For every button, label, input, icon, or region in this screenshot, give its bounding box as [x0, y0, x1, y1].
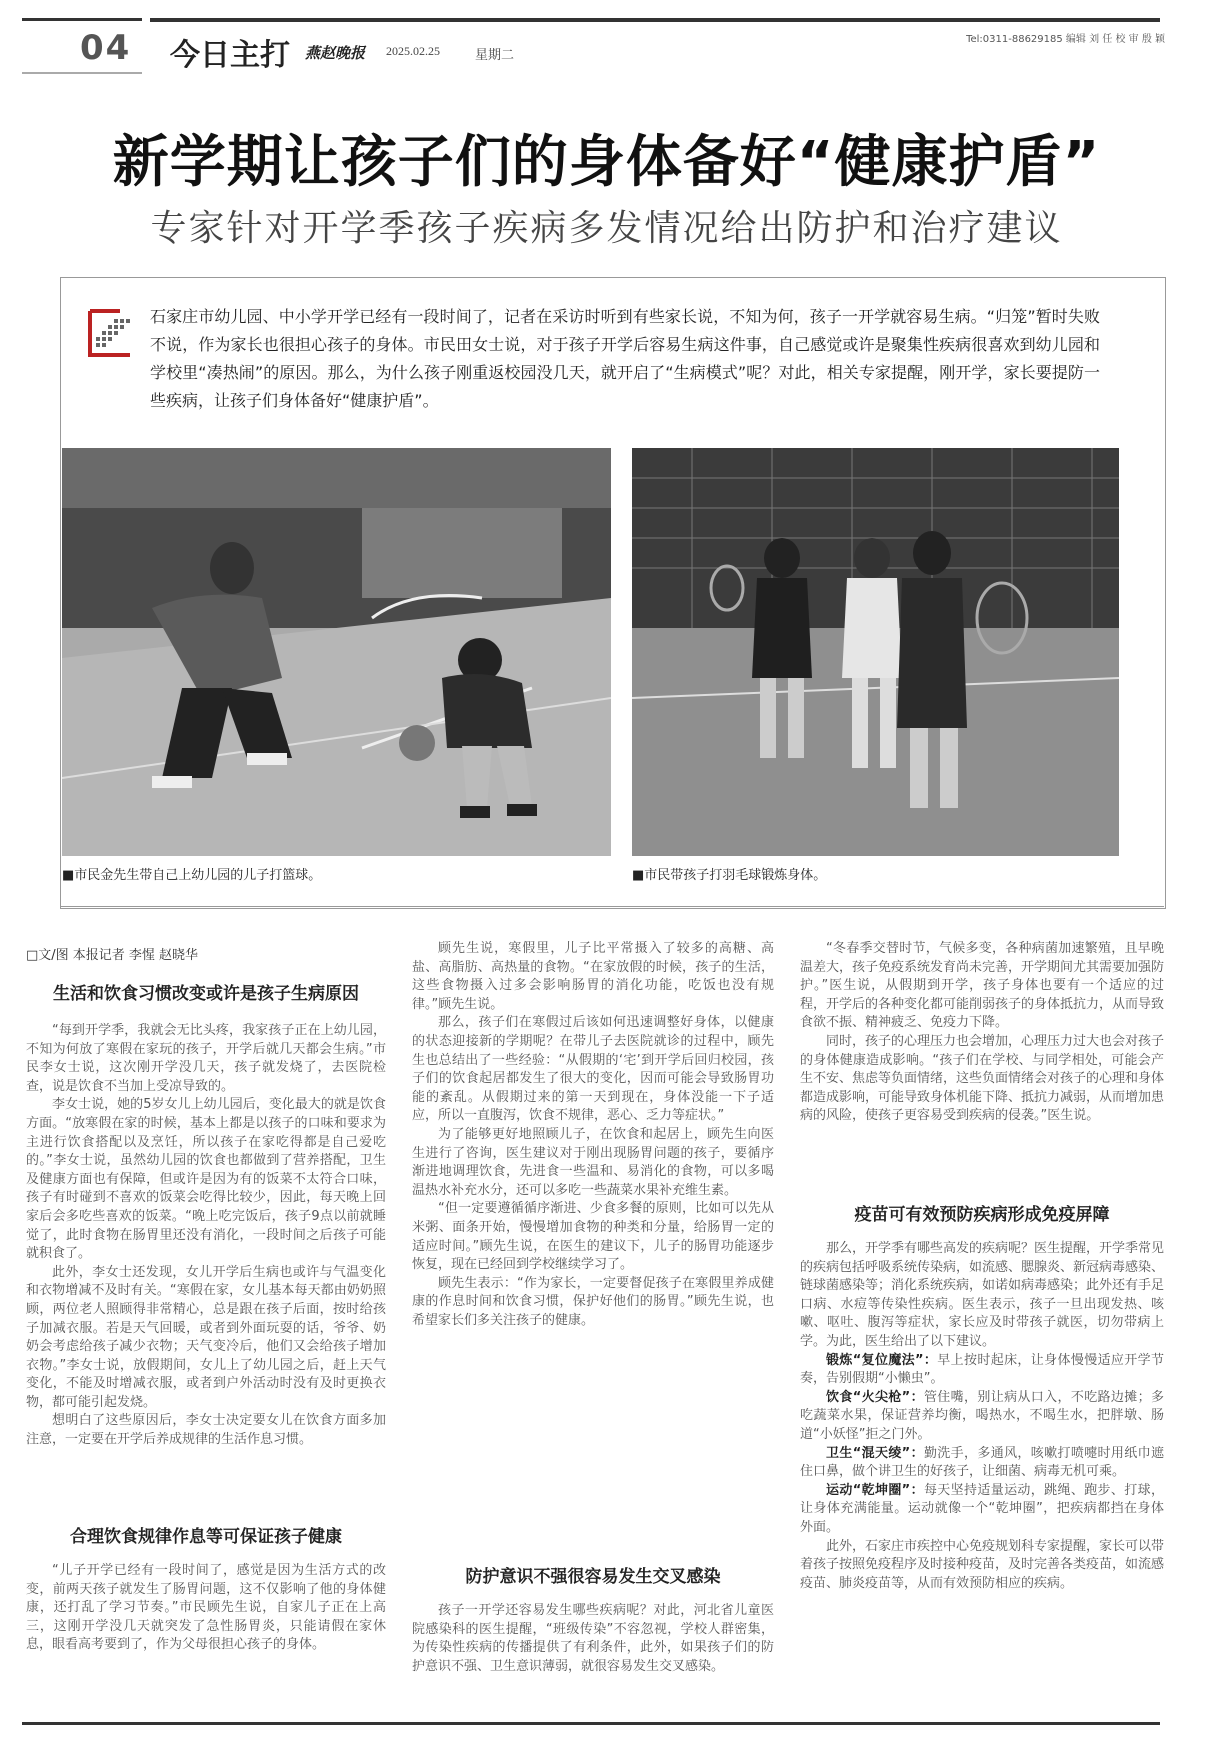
headline: 新学期让孩子们的身体备好“健康护盾”: [112, 130, 1101, 195]
section3-para: 孩子一开学还容易发生哪些疾病呢？对此，河北省儿童医院感染科的医生提醒，“班级传染”不容忽视，学校人群密集，为传染性疾病的传播提供了有利条件，此外，如果孩子们的防护意识不强、卫生意识薄弱，就很容易发生交叉感染。: [412, 1603, 774, 1674]
section1-para: 此外，李女士还发现，女儿开学后生病也或许与气温变化和衣物增减不及时有关。“寒假在家，女儿基本每天都由奶奶照顾，两位老人照顾得非常精心，总是跟在孩子后面，按时给孩子加减衣服。若是天气回暖，或者到外面玩耍的话，爷爷、奶奶会考虑给孩子减少衣物；天气变冷后，他们又会给孩子增加衣物。”李女士说，放假期间，女儿上了幼儿园之后，赶上天气变化，不能及时增减衣服，或者到户外活动时没有及时更换衣物，都可能引起发烧。: [26, 1264, 386, 1410]
section2-para: “儿子开学已经有一段时间了，感觉是因为生活方式的改变，前两天孩子就发生了肠胃问题，这不仅影响了他的身体健康，还打乱了学习节奏。”市民顾先生说，自家儿子正在上高三，这刚开学没几天就突发了急性肠胃炎，只能请假在家休息，眼看高考要到了，作为父母很担心孩子的身体。: [26, 1563, 386, 1653]
subheadline: 专家针对开学季孩子疾病多发情况给出防护和治疗建议: [150, 208, 1063, 249]
column2-para: “但一定要遵循循序渐进、少食多餐的原则，比如可以先从米粥、面条开始，慢慢增加食物的种类和分量，给肠胃一定的适应时间。”顾先生说，在医生的建议下，儿子的肠胃功能逐步恢复，现在已经回到学校继续学习了。: [412, 1201, 774, 1273]
page-number: 04: [80, 28, 132, 68]
column2-para: 那么，孩子们在寒假过后该如何迅速调整好身体，以健康的状态迎接新的学期呢？在带儿子去医院就诊的过程中，顾先生也总结出了一些经验：“从假期的‘宅’到开学后回归校园，孩子们的饮食起居都发生了很大的变化，因而可能会导致肠胃功能的紊乱。从假期过来的第一天到现在，身体没能一下子适应，所以一直腹泻，饮食不规律，恶心、乏力等症状。”: [412, 1015, 774, 1124]
header-rule-left: [22, 18, 142, 21]
section3-body: [412, 1602, 774, 1676]
footer-rule: [22, 1722, 1160, 1725]
tip-item: [800, 1445, 1164, 1482]
section4-body: [800, 1240, 1164, 1593]
tip-label: 卫生“混天绫”：: [826, 1445, 924, 1461]
column3-para: “冬春季交替时节，气候多变，各种病菌加速繁殖，且早晚温差大，孩子免疫系统发育尚未完善，开学期间尤其需要加强防护。”医生说，从假期到开学，孩子身体也要有一个适应的过程，开学后的各种变化都可能削弱孩子的身体抵抗力，从而导致食欲不振、精神疲乏、免疫力下降。: [800, 941, 1165, 1031]
column3-body: [800, 940, 1164, 1126]
tip-label: 锻炼“复位魔法”：: [826, 1352, 938, 1368]
tip-label: 运动“乾坤圈”：: [826, 1482, 924, 1498]
section-title: 今日主打: [170, 38, 290, 73]
tip-item: [800, 1389, 1164, 1445]
photo-caption-basketball: ■市民金先生带自己上幼儿园的儿子打篮球。: [62, 868, 322, 883]
basketball-photo-scene: [62, 448, 611, 856]
photo-badminton: [632, 448, 1119, 856]
photo-basketball: [62, 448, 611, 856]
section1-para: “每到开学季，我就会无比头疼，我家孩子正在上幼儿园，不知为何放了寒假在家玩的孩子，开学后就几天都会生病。”市民李女士说，这次刚开学没几天，孩子就发烧了，去医院检查，说是饮食不当加上受凉导致的。: [26, 1023, 386, 1094]
section1-heading: 生活和饮食习惯改变或许是孩子生病原因: [53, 984, 359, 1004]
header-rule-bottom-left: [22, 72, 142, 74]
column2-para: 顾先生表示：“作为家长，一定要督促孩子在寒假里养成健康的作息时间和饮食习惯，保护好他们的肠胃。”顾先生说，也希望家长们多关注孩子的健康。: [412, 1275, 774, 1328]
section2-body: [26, 1562, 386, 1655]
header-rule-right: [150, 18, 1160, 22]
quote-bracket-icon: [86, 307, 134, 359]
section3-heading: 防护意识不强很容易发生交叉感染: [465, 1567, 721, 1587]
contact-line: Tel:0311-88629185 编辑 刘 任 校 审 殷 颖: [966, 34, 1165, 45]
closing-para: 此外，石家庄市疾控中心免疫规划科专家提醒，家长可以带着孩子按照免疫程序及时接种疫苗，及时完善各类疫苗，如流感疫苗、肺炎疫苗等，从而有效预防相应的疾病。: [800, 1538, 1165, 1591]
badminton-photo-scene: [632, 448, 1119, 856]
masthead-logo: 燕赵晚报: [305, 44, 366, 62]
tip-text: 管住嘴，别让病从口入，不吃路边摊；多吃蔬菜水果，保证营养均衡，喝热水，不喝生水，把胖墩、肠道“小妖怪”拒之门外。: [800, 1389, 1164, 1442]
photo-divider: [60, 906, 1164, 907]
tip-text: 勤洗手，多通风，咳嗽打喷嚏时用纸巾遮住口鼻，做个讲卫生的好孩子，让细菌、病毒无机可乘。: [800, 1445, 1164, 1480]
column2-para: 顾先生说，寒假里，儿子比平常摄入了较多的高糖、高盐、高脂肪、高热量的食物。“在家放假的时候，孩子的生活，这些食物摄入过多会影响肠胃的消化功能，吃饭也没有规律。”顾先生说。: [412, 941, 774, 1012]
photo-caption-badminton: ■市民带孩子打羽毛球锻炼身体。: [632, 868, 827, 883]
section1-body: [26, 1022, 386, 1450]
column2-body: [412, 940, 774, 1330]
column2-para: 为了能够更好地照顾儿子，在饮食和起居上，顾先生向医生进行了咨询，医生建议对于刚出现肠胃问题的孩子，要循序渐进地调理饮食，先进食一些温和、易消化的食物，可以多喝温热水补充水分，还可以多吃一些蔬菜水果补充维生素。: [412, 1126, 774, 1198]
byline: □文/图 本报记者 李惺 赵晓华: [26, 948, 199, 963]
section2-heading: 合理饮食规律作息等可保证孩子健康: [70, 1527, 342, 1547]
section1-para: 李女士说，她的5岁女儿上幼儿园后，变化最大的就是饮食方面。“放寒假在家的时候，基本上都是以孩子的口味和要求为主进行饮食搭配以及烹饪，所以孩子在家吃得都是自己爱吃的。”李女士说，虽然幼儿园的饮食也都做到了营养搭配，卫生及健康方面也有保障，但或许是因为有的饭菜不太符合口味，孩子有时碰到不喜欢的饭菜会吃得比较少，因此，每天晚上回家后会多吃些喜欢的饭菜。“晚上吃完饭后，孩子9点以前就睡觉了，此时食物在肠胃里还没有消化，一段时间之后孩子可能就积食了。: [26, 1097, 386, 1262]
issue-date: 2025.02.25: [386, 44, 440, 58]
tip-item: [800, 1352, 1164, 1389]
tip-label: 饮食“火尖枪”：: [826, 1389, 924, 1405]
intro-paragraph: 石家庄市幼儿园、中小学开学已经有一段时间了，记者在采访时听到有些家长说，不知为何，孩子一开学就容易生病。“归笼”暂时失败不说，作为家长也很担心孩子的身体。市民田女士说，对于孩子开学后容易生病这件事，自己感觉或许是聚集性疾病很喜欢到幼儿园和学校里“凑热闹”的原因。那么，为什么孩子刚重返校园没几天，就开启了“生病模式”呢？对此，相关专家提醒，刚开学，家长要提防一些疾病，让孩子们身体备好“健康护盾”。: [150, 307, 1100, 410]
tip-text: 早上按时起床，让身体慢慢适应开学节奏，告别假期“小懒虫”。: [800, 1352, 1164, 1387]
column3-para: 同时，孩子的心理压力也会增加，心理压力过大也会对孩子的身体健康造成影响。“孩子们在学校、与同学相处，可能会产生不安、焦虑等负面情绪，这些负面情绪会对孩子的心理和身体都造成影响，可能导致身体机能下降、抵抗力减弱，从而增加患病的风险，使孩子更容易受到疾病的侵袭。”医生说。: [800, 1033, 1165, 1124]
tip-item: [800, 1482, 1164, 1538]
tip-text: 每天坚持适量运动，跳绳、跑步、打球，让身体充满能量。运动就像一个“乾坤圈”，把疾病都挡在身体外面。: [800, 1482, 1164, 1535]
section4-heading: 疫苗可有效预防疾病形成免疫屏障: [854, 1205, 1110, 1225]
section1-para: 想明白了这些原因后，李女士决定要女儿在饮食方面多加注意，一定要在开学后养成规律的生活作息习惯。: [26, 1413, 386, 1448]
issue-weekday: 星期二: [475, 48, 515, 63]
section4-para: 那么，开学季有哪些高发的疾病呢？医生提醒，开学季常见的疾病包括呼吸系统传染病，如流感、腮腺炎、新冠病毒感染、链球菌感染等；消化系统疾病，如诺如病毒感染；此外还有手足口病、水痘等传染性疾病。医生表示，孩子一旦出现发热、咳嗽、呕吐、腹泻等症状，家长应及时带孩子就医，切勿带病上学。为此，医生给出了以下建议。: [800, 1241, 1165, 1349]
